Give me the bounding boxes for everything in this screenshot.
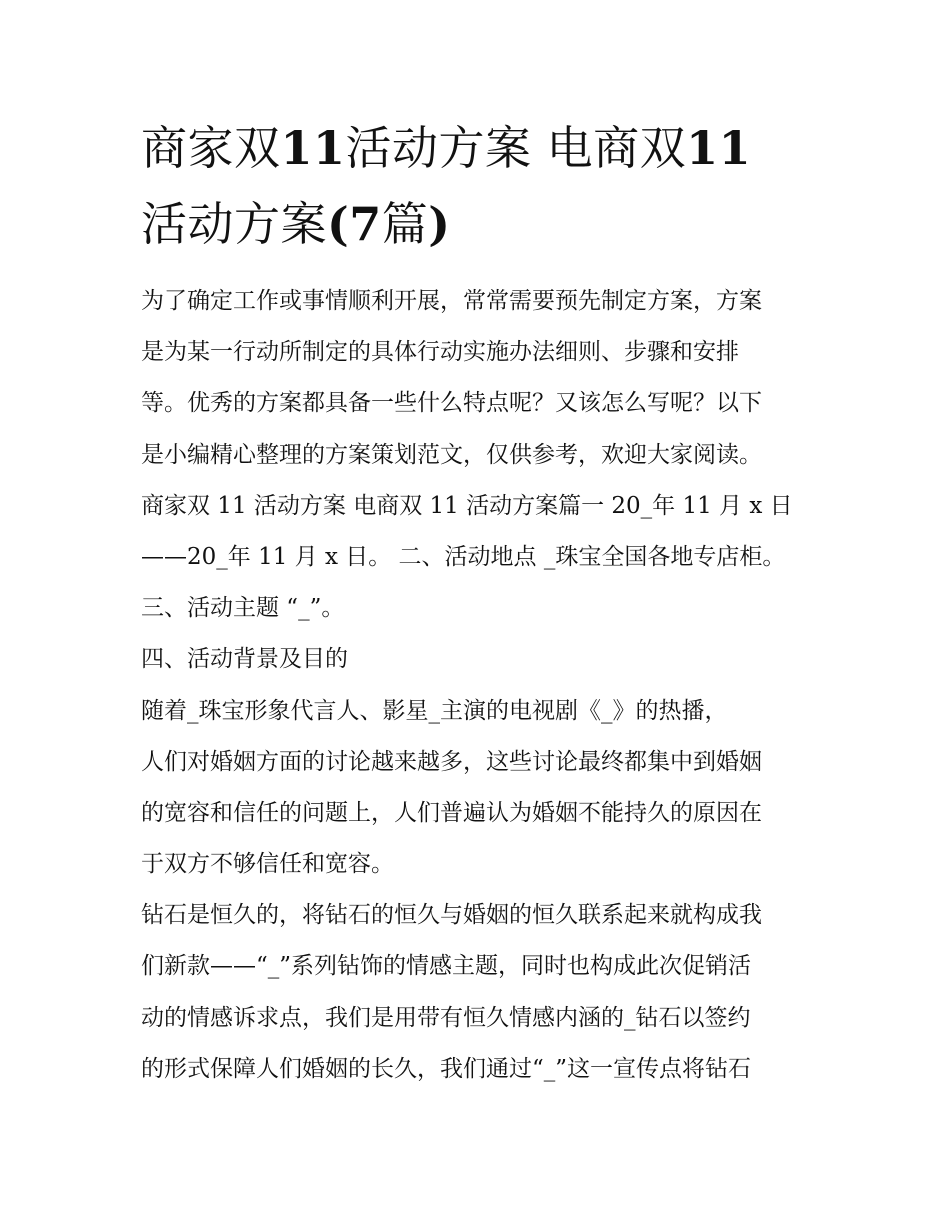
body-line: 的宽容和信任的问题上，人们普遍认为婚姻不能持久的原因在 — [141, 799, 762, 826]
body-line: 是为某一行动所制定的具体行动实施办法细则、步骤和安排 — [141, 339, 739, 366]
body-line: 是小编精心整理的方案策划范文，仅供参考，欢迎大家阅读。 — [141, 441, 762, 468]
body-line: ——20_年 11 月 x 日。 二、活动地点 _珠宝全国各地专店柜。 — [141, 543, 786, 570]
title-text: 活动方案 电商双 — [345, 121, 687, 175]
body-line: 的形式保障人们婚姻的长久，我们通过“_”这一宣传点将钻石 — [141, 1055, 752, 1082]
title-line-1 — [141, 110, 831, 186]
body-line: 随着_珠宝形象代言人、影星_主演的电视剧《_》的热播， — [141, 697, 728, 724]
body-line: 等。优秀的方案都具备一些什么特点呢？又该怎么写呢？以下 — [141, 390, 762, 417]
title-number: 11 — [686, 121, 752, 175]
title-text: 活动方案 — [141, 197, 327, 251]
body-line: 为了确定工作或事情顺利开展，常常需要预先制定方案，方案 — [141, 288, 762, 314]
document-title — [141, 110, 831, 262]
title-number: 11 — [280, 121, 346, 175]
body-line: 动的情感诉求点，我们是用带有恒久情感内涵的_钻石以签约 — [141, 1004, 751, 1031]
body-line: 三、活动主题 “_”。 — [141, 595, 345, 622]
title-paren: ) — [428, 197, 451, 251]
document-body — [141, 276, 831, 1095]
body-line: 商家双 11 活动方案 电商双 11 活动方案篇一 20_年 11 月 x 日 — [141, 492, 793, 519]
body-line: 人们对婚姻方面的讨论越来越多，这些讨论最终都集中到婚姻 — [141, 748, 762, 775]
title-text: 商家双 — [141, 121, 281, 175]
body-line: 钻石是恒久的，将钻石的恒久与婚姻的恒久联系起来就构成我 — [141, 902, 762, 929]
body-line: 四、活动背景及目的 — [141, 646, 348, 673]
body-line: 们新款——“_”系列钻饰的情感主题，同时也构成此次促销活 — [141, 953, 752, 980]
body-line: 于双方不够信任和宽容。 — [141, 851, 394, 878]
title-number: (7 — [327, 197, 382, 251]
title-text: 篇 — [381, 197, 429, 251]
title-line-2 — [141, 186, 831, 262]
